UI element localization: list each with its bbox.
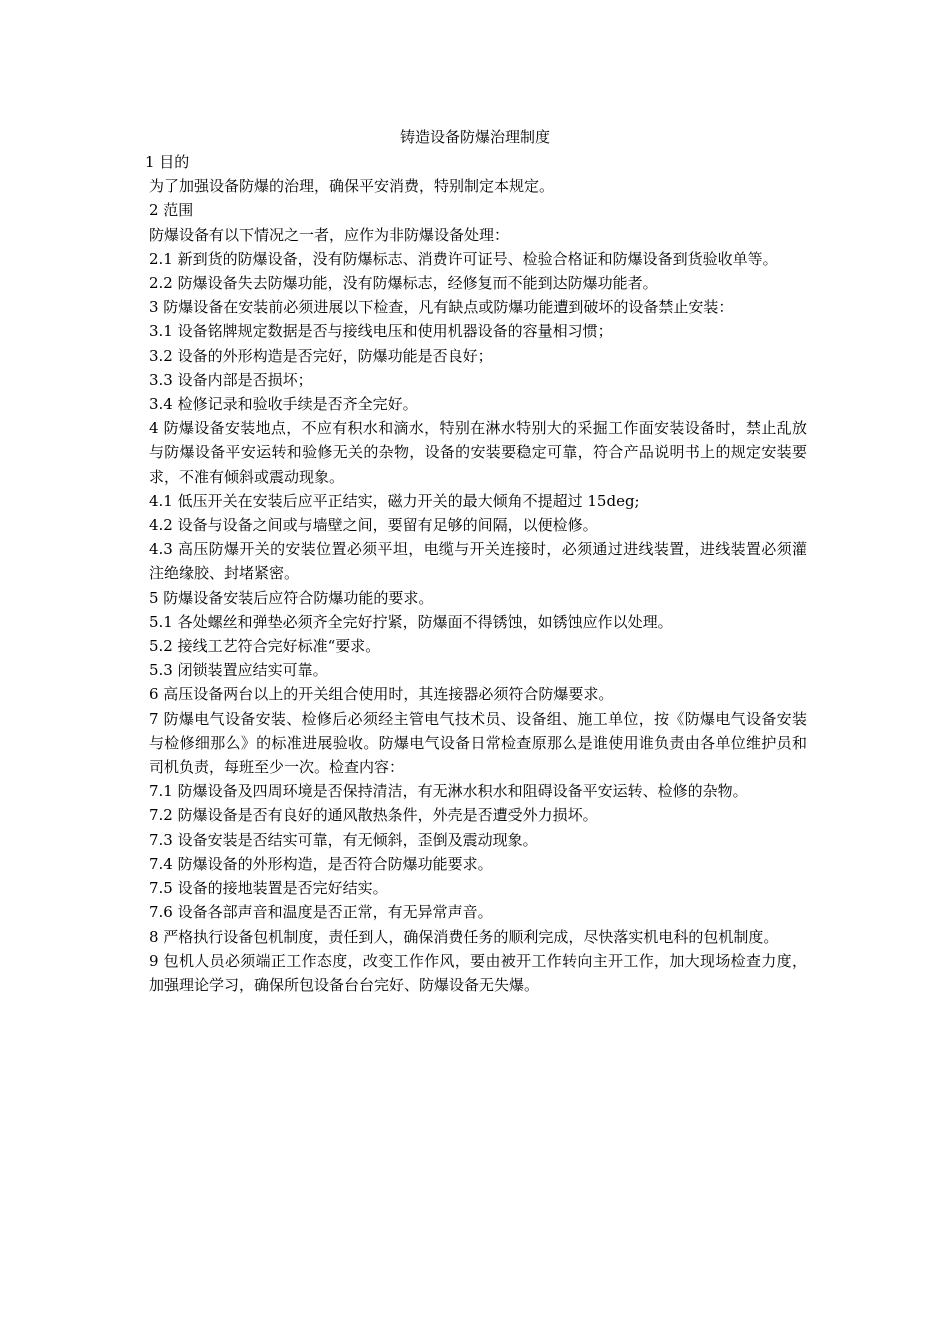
- paragraph: 4.1 低压开关在安装后应平正结实，磁力开关的最大倾角不提超过 15deg;: [149, 491, 640, 510]
- paragraph: 为了加强设备防爆的治理，确保平安消费，特别制定本规定。: [149, 177, 555, 196]
- paragraph: 7.5 设备的接地装置是否完好结实。: [149, 879, 388, 898]
- paragraph: 5 防爆设备安装后应符合防爆功能的要求。: [149, 588, 434, 607]
- paragraph: 2.1 新到货的防爆设备，没有防爆标志、消费许可证号、检验合格证和防爆设备到货验收单等。: [149, 249, 778, 268]
- paragraph: 3.1 设备铭牌规定数据是否与接线电压和使用机器设备的容量相习惯；: [149, 322, 613, 341]
- section-heading-purpose: 1 目的: [145, 153, 190, 171]
- document-title: 铸造设备防爆治理制度: [399, 128, 550, 146]
- paragraph: 7 防爆电气设备安装、检修后必须经主管电气技术员、设备组、施工单位，按《防爆电气设备安装与检修细那么》的标准进展验收。防爆电气设备日常检查原那么是谁使用谁负责由各单位维护员和司机负责，每班至少一次。检查内容：: [149, 709, 807, 777]
- paragraph: 8 严格执行设备包机制度，责任到人，确保消费任务的顺利完成，尽快落实机电科的包机制度。: [149, 927, 779, 946]
- paragraph: 3.3 设备内部是否损坏；: [149, 370, 313, 389]
- paragraph: 7.1 防爆设备及四周环境是否保持清洁，有无淋水积水和阻碍设备平安运转、检修的杂物。: [149, 782, 748, 801]
- paragraph: 5.1 各处螺丝和弹垫必须齐全完好拧紧，防爆面不得锈蚀，如锈蚀应作以处理。: [149, 612, 673, 631]
- paragraph: 4.2 设备与设备之间或与墙壁之间，要留有足够的间隔，以便检修。: [149, 516, 598, 535]
- section-heading-scope: 2 范围: [149, 201, 194, 220]
- paragraph: 7.4 防爆设备的外形构造，是否符合防爆功能要求。: [149, 854, 493, 873]
- paragraph: 5.3 闭锁装置应结实可靠。: [149, 661, 328, 680]
- paragraph: 9 包机人员必须端正工作态度，改变工作作风，要由被开工作转向主开工作，加大现场检查力度，加强理论学习，确保所包设备台台完好、防爆设备无失爆。: [149, 951, 807, 994]
- paragraph: 7.6 设备各部声音和温度是否正常，有无异常声音。: [149, 903, 493, 922]
- paragraph: 4 防爆设备安装地点，不应有积水和滴水，特别在淋水特别大的采掘工作面安装设备时，禁止乱放与防爆设备平安运转和验修无关的杂物，设备的安装要稳定可靠，符合产品说明书上的规定安装要求，不准有倾斜或震动现象。: [149, 419, 807, 486]
- paragraph: 6 高压设备两台以上的开关组合使用时，其连接器必须符合防爆要求。: [149, 685, 614, 704]
- paragraph: 4.3 高压防爆开关的安装位置必须平坦，电缆与开关连接时，必须通过进线装置，进线装置必须灌注绝缘胶、封堵紧密。: [149, 540, 807, 583]
- paragraph: 7.2 防爆设备是否有良好的通风散热条件，外壳是否遭受外力损坏。: [149, 806, 598, 825]
- paragraph: 3 防爆设备在安装前必须进展以下检查，凡有缺点或防爆功能遭到破坏的设备禁止安装：: [149, 298, 734, 317]
- document-body: [145, 150, 807, 997]
- paragraph: 2.2 防爆设备失去防爆功能，没有防爆标志，经修复而不能到达防爆功能者。: [149, 274, 658, 293]
- paragraph: 3.4 检修记录和验收手续是否齐全完好。: [149, 395, 418, 414]
- paragraph: 5.2 接线工艺符合完好标准“要求。: [149, 637, 381, 656]
- paragraph: 防爆设备有以下情况之一者，应作为非防爆设备处理：: [149, 225, 510, 244]
- paragraph: 3.2 设备的外形构造是否完好，防爆功能是否良好；: [149, 346, 493, 365]
- paragraph: 7.3 设备安装是否结实可靠，有无倾斜，歪倒及震动现象。: [149, 830, 538, 849]
